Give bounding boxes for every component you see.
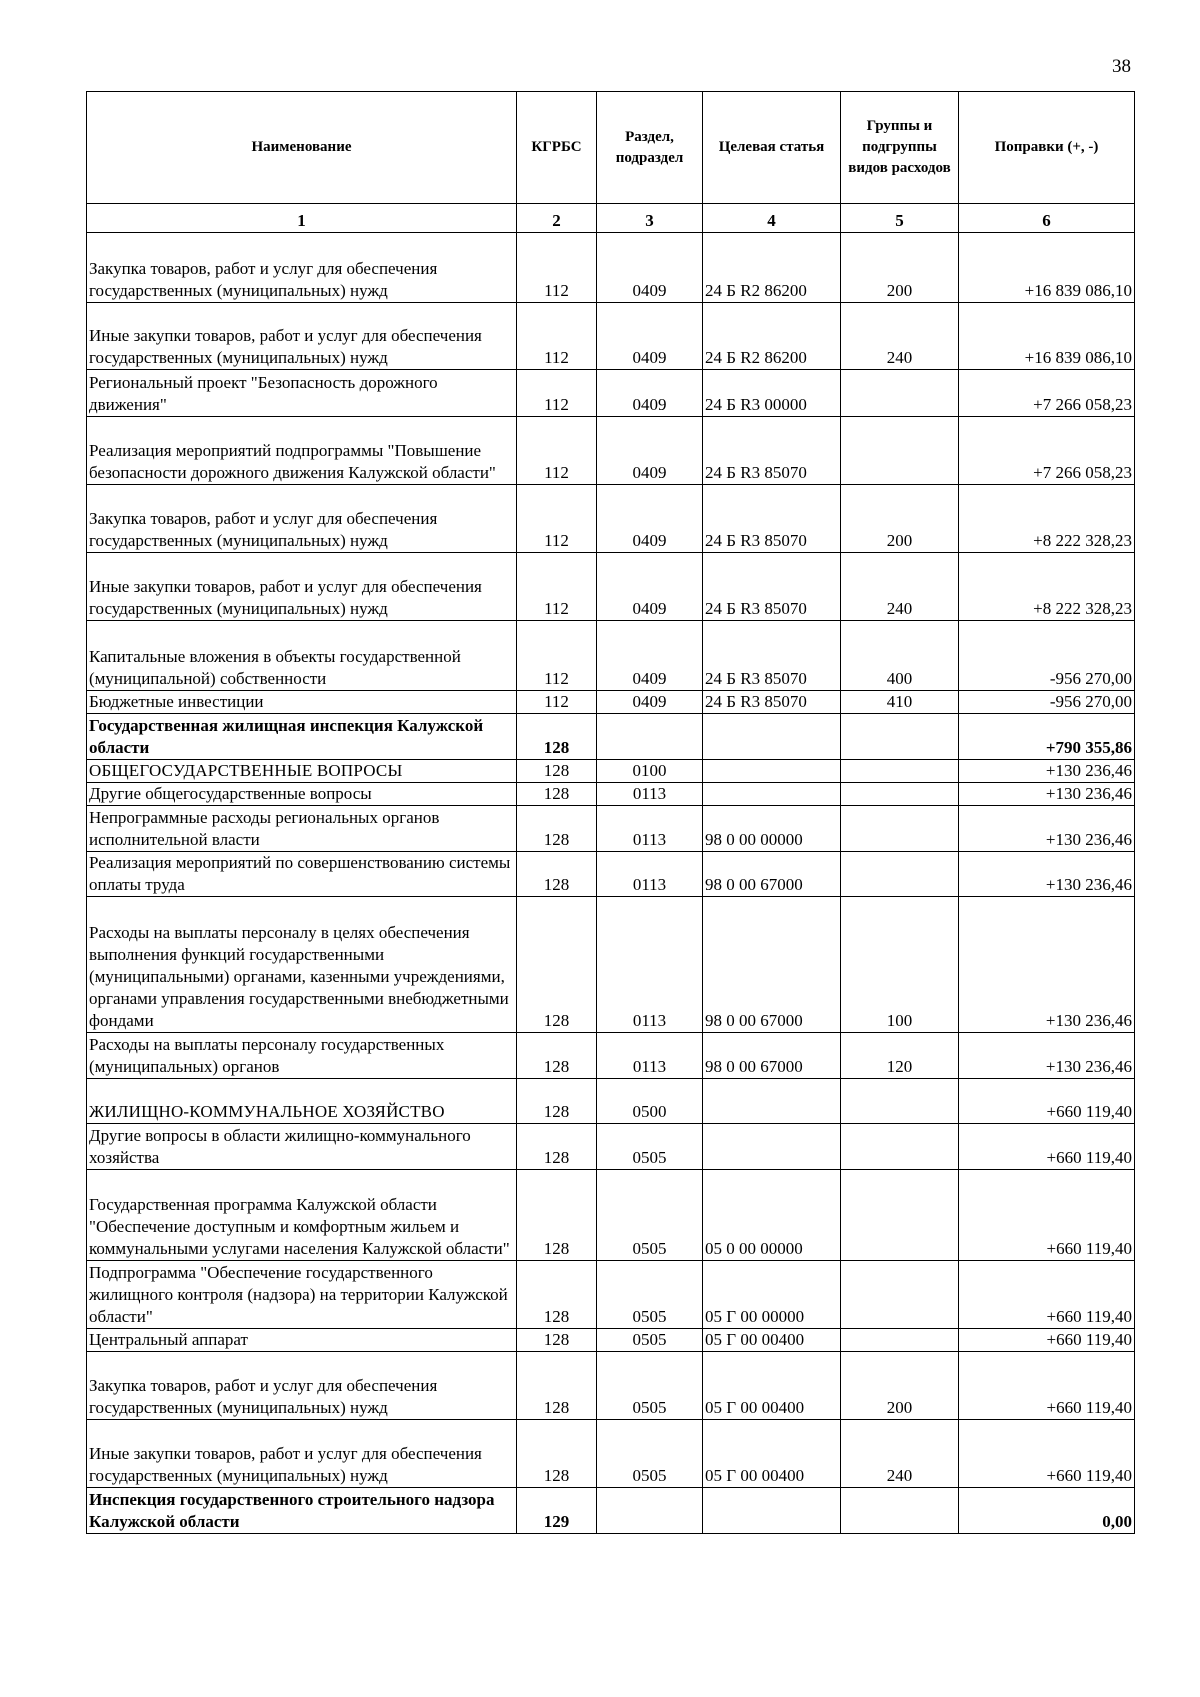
row-kgrbs: 129 — [517, 1488, 597, 1534]
row-name: Другие общегосударственные вопросы — [87, 783, 517, 806]
row-kgrbs: 128 — [517, 1033, 597, 1079]
row-name: Другие вопросы в области жилищно-коммунального хозяйства — [87, 1124, 517, 1170]
row-article: 98 0 00 67000 — [703, 852, 841, 897]
row-group — [841, 806, 959, 852]
row-kgrbs: 112 — [517, 553, 597, 621]
row-kgrbs: 128 — [517, 783, 597, 806]
row-name: Расходы на выплаты персоналу в целях обеспечения выполнения функций государственными (муниципальными) органами, казенными учреждениями, органами управления государственными внебюджетными фондами — [87, 897, 517, 1033]
row-group: 240 — [841, 553, 959, 621]
row-article: 98 0 00 00000 — [703, 806, 841, 852]
row-name: Реализация мероприятий по совершенствованию системы оплаты труда — [87, 852, 517, 897]
row-kgrbs: 128 — [517, 760, 597, 783]
row-kgrbs: 112 — [517, 417, 597, 485]
row-section: 0505 — [597, 1124, 703, 1170]
table-row — [87, 233, 1135, 303]
row-amount: +660 119,40 — [959, 1261, 1135, 1329]
column-number: 3 — [597, 204, 703, 233]
header-kgrbs: КГРБС — [517, 92, 597, 204]
row-group — [841, 1488, 959, 1534]
row-section: 0409 — [597, 485, 703, 553]
row-kgrbs: 112 — [517, 370, 597, 417]
row-article: 05 Г 00 00400 — [703, 1329, 841, 1352]
row-amount: +16 839 086,10 — [959, 303, 1135, 370]
table-row — [87, 1033, 1135, 1079]
row-article: 24 Б R2 86200 — [703, 303, 841, 370]
row-section: 0409 — [597, 303, 703, 370]
row-amount: +660 119,40 — [959, 1124, 1135, 1170]
row-amount: -956 270,00 — [959, 621, 1135, 691]
column-number: 6 — [959, 204, 1135, 233]
row-article: 24 Б R3 85070 — [703, 417, 841, 485]
row-kgrbs: 128 — [517, 1170, 597, 1261]
row-group — [841, 1079, 959, 1124]
row-group — [841, 714, 959, 760]
row-group: 100 — [841, 897, 959, 1033]
row-name: ОБЩЕГОСУДАРСТВЕННЫЕ ВОПРОСЫ — [87, 760, 517, 783]
row-article: 05 Г 00 00400 — [703, 1420, 841, 1488]
row-kgrbs: 128 — [517, 1261, 597, 1329]
row-amount: +130 236,46 — [959, 852, 1135, 897]
row-section: 0113 — [597, 852, 703, 897]
row-amount: +660 119,40 — [959, 1352, 1135, 1420]
row-name: Иные закупки товаров, работ и услуг для обеспечения государственных (муниципальных) нужд — [87, 553, 517, 621]
row-name: Закупка товаров, работ и услуг для обеспечения государственных (муниципальных) нужд — [87, 485, 517, 553]
row-section: 0505 — [597, 1170, 703, 1261]
row-article: 05 0 00 00000 — [703, 1170, 841, 1261]
row-article: 24 Б R3 85070 — [703, 485, 841, 553]
row-name: Расходы на выплаты персоналу государственных (муниципальных) органов — [87, 1033, 517, 1079]
row-section — [597, 714, 703, 760]
header-row — [87, 92, 1135, 204]
column-number: 4 — [703, 204, 841, 233]
column-number-row — [87, 204, 1135, 233]
row-kgrbs: 128 — [517, 806, 597, 852]
row-kgrbs: 128 — [517, 1420, 597, 1488]
row-amount: +130 236,46 — [959, 897, 1135, 1033]
row-kgrbs: 128 — [517, 1079, 597, 1124]
row-group — [841, 370, 959, 417]
row-amount: +660 119,40 — [959, 1329, 1135, 1352]
row-amount: +790 355,86 — [959, 714, 1135, 760]
header-article: Целевая статья — [703, 92, 841, 204]
table-row — [87, 1079, 1135, 1124]
table-row — [87, 417, 1135, 485]
table-row — [87, 897, 1135, 1033]
row-section: 0113 — [597, 897, 703, 1033]
row-kgrbs: 112 — [517, 621, 597, 691]
table-row — [87, 806, 1135, 852]
row-article: 24 Б R3 85070 — [703, 621, 841, 691]
budget-amendments-table — [86, 91, 1135, 1534]
row-article: 24 Б R3 00000 — [703, 370, 841, 417]
row-amount: +660 119,40 — [959, 1170, 1135, 1261]
row-article: 24 Б R3 85070 — [703, 553, 841, 621]
header-name: Наименование — [87, 92, 517, 204]
row-article: 24 Б R2 86200 — [703, 233, 841, 303]
row-section: 0100 — [597, 760, 703, 783]
row-name: Иные закупки товаров, работ и услуг для обеспечения государственных (муниципальных) нужд — [87, 303, 517, 370]
row-section: 0505 — [597, 1420, 703, 1488]
row-name: Региональный проект "Безопасность дорожного движения" — [87, 370, 517, 417]
row-section — [597, 1488, 703, 1534]
table-row — [87, 485, 1135, 553]
row-section: 0409 — [597, 621, 703, 691]
row-amount: +8 222 328,23 — [959, 553, 1135, 621]
row-amount: +660 119,40 — [959, 1420, 1135, 1488]
table-row — [87, 1329, 1135, 1352]
row-amount: +8 222 328,23 — [959, 485, 1135, 553]
row-amount: 0,00 — [959, 1488, 1135, 1534]
row-article: 05 Г 00 00400 — [703, 1352, 841, 1420]
table-row — [87, 1124, 1135, 1170]
column-number: 2 — [517, 204, 597, 233]
table-row — [87, 760, 1135, 783]
row-name: Подпрограмма "Обеспечение государственного жилищного контроля (надзора) на территории Калужской области" — [87, 1261, 517, 1329]
row-name: Реализация мероприятий подпрограммы "Повышение безопасности дорожного движения Калужской области" — [87, 417, 517, 485]
row-amount: -956 270,00 — [959, 691, 1135, 714]
column-number: 1 — [87, 204, 517, 233]
table-row — [87, 370, 1135, 417]
row-group: 120 — [841, 1033, 959, 1079]
row-group: 240 — [841, 1420, 959, 1488]
row-group — [841, 760, 959, 783]
row-article — [703, 1079, 841, 1124]
row-amount: +130 236,46 — [959, 1033, 1135, 1079]
row-section: 0113 — [597, 1033, 703, 1079]
row-article — [703, 760, 841, 783]
row-group: 200 — [841, 485, 959, 553]
row-kgrbs: 128 — [517, 1124, 597, 1170]
column-number: 5 — [841, 204, 959, 233]
row-group: 410 — [841, 691, 959, 714]
row-group — [841, 783, 959, 806]
row-section: 0409 — [597, 691, 703, 714]
row-name: Закупка товаров, работ и услуг для обеспечения государственных (муниципальных) нужд — [87, 1352, 517, 1420]
row-name: Непрограммные расходы региональных органов исполнительной власти — [87, 806, 517, 852]
row-name: Инспекция государственного строительного надзора Калужской области — [87, 1488, 517, 1534]
row-group — [841, 1170, 959, 1261]
row-name: Бюджетные инвестиции — [87, 691, 517, 714]
row-article: 98 0 00 67000 — [703, 897, 841, 1033]
row-name: Государственная программа Калужской области "Обеспечение доступным и комфортным жильем и коммунальными услугами населения Калужской области" — [87, 1170, 517, 1261]
row-kgrbs: 112 — [517, 691, 597, 714]
table-row — [87, 691, 1135, 714]
row-amount: +130 236,46 — [959, 783, 1135, 806]
row-article — [703, 714, 841, 760]
row-name: Иные закупки товаров, работ и услуг для обеспечения государственных (муниципальных) нужд — [87, 1420, 517, 1488]
row-section: 0505 — [597, 1329, 703, 1352]
row-amount: +16 839 086,10 — [959, 233, 1135, 303]
row-name: Закупка товаров, работ и услуг для обеспечения государственных (муниципальных) нужд — [87, 233, 517, 303]
row-name: Государственная жилищная инспекция Калужской области — [87, 714, 517, 760]
table-row — [87, 1420, 1135, 1488]
table-row — [87, 303, 1135, 370]
row-article — [703, 1124, 841, 1170]
row-section: 0409 — [597, 370, 703, 417]
row-kgrbs: 112 — [517, 485, 597, 553]
row-article — [703, 783, 841, 806]
row-section: 0409 — [597, 553, 703, 621]
header-amendments: Поправки (+, -) — [959, 92, 1135, 204]
table-row — [87, 714, 1135, 760]
row-kgrbs: 128 — [517, 714, 597, 760]
row-group — [841, 1124, 959, 1170]
row-kgrbs: 128 — [517, 897, 597, 1033]
row-section: 0500 — [597, 1079, 703, 1124]
header-groups: Группы и подгруппы видов расходов — [841, 92, 959, 204]
row-kgrbs: 128 — [517, 852, 597, 897]
row-kgrbs: 128 — [517, 1352, 597, 1420]
row-amount: +7 266 058,23 — [959, 370, 1135, 417]
table-row — [87, 1352, 1135, 1420]
row-name: Центральный аппарат — [87, 1329, 517, 1352]
table-row — [87, 1261, 1135, 1329]
row-amount: +7 266 058,23 — [959, 417, 1135, 485]
row-article: 05 Г 00 00000 — [703, 1261, 841, 1329]
table-body — [87, 233, 1135, 1534]
table-row — [87, 1488, 1135, 1534]
row-kgrbs: 112 — [517, 303, 597, 370]
row-section: 0113 — [597, 783, 703, 806]
row-amount: +130 236,46 — [959, 760, 1135, 783]
row-group: 400 — [841, 621, 959, 691]
row-group — [841, 1329, 959, 1352]
row-kgrbs: 112 — [517, 233, 597, 303]
row-group — [841, 1261, 959, 1329]
row-group: 200 — [841, 1352, 959, 1420]
row-article — [703, 1488, 841, 1534]
row-name: Капитальные вложения в объекты государственной (муниципальной) собственности — [87, 621, 517, 691]
row-amount: +130 236,46 — [959, 806, 1135, 852]
table-row — [87, 553, 1135, 621]
row-article: 98 0 00 67000 — [703, 1033, 841, 1079]
row-kgrbs: 128 — [517, 1329, 597, 1352]
table-row — [87, 1170, 1135, 1261]
row-section: 0409 — [597, 233, 703, 303]
row-group: 200 — [841, 233, 959, 303]
row-section: 0113 — [597, 806, 703, 852]
table-row — [87, 621, 1135, 691]
row-section: 0409 — [597, 417, 703, 485]
table-row — [87, 783, 1135, 806]
row-name: ЖИЛИЩНО-КОММУНАЛЬНОЕ ХОЗЯЙСТВО — [87, 1079, 517, 1124]
row-group — [841, 417, 959, 485]
row-group: 240 — [841, 303, 959, 370]
page-number: 38 — [1112, 56, 1131, 77]
row-section: 0505 — [597, 1352, 703, 1420]
header-section: Раздел, подраздел — [597, 92, 703, 204]
row-article: 24 Б R3 85070 — [703, 691, 841, 714]
row-amount: +660 119,40 — [959, 1079, 1135, 1124]
row-group — [841, 852, 959, 897]
table-row — [87, 852, 1135, 897]
row-section: 0505 — [597, 1261, 703, 1329]
